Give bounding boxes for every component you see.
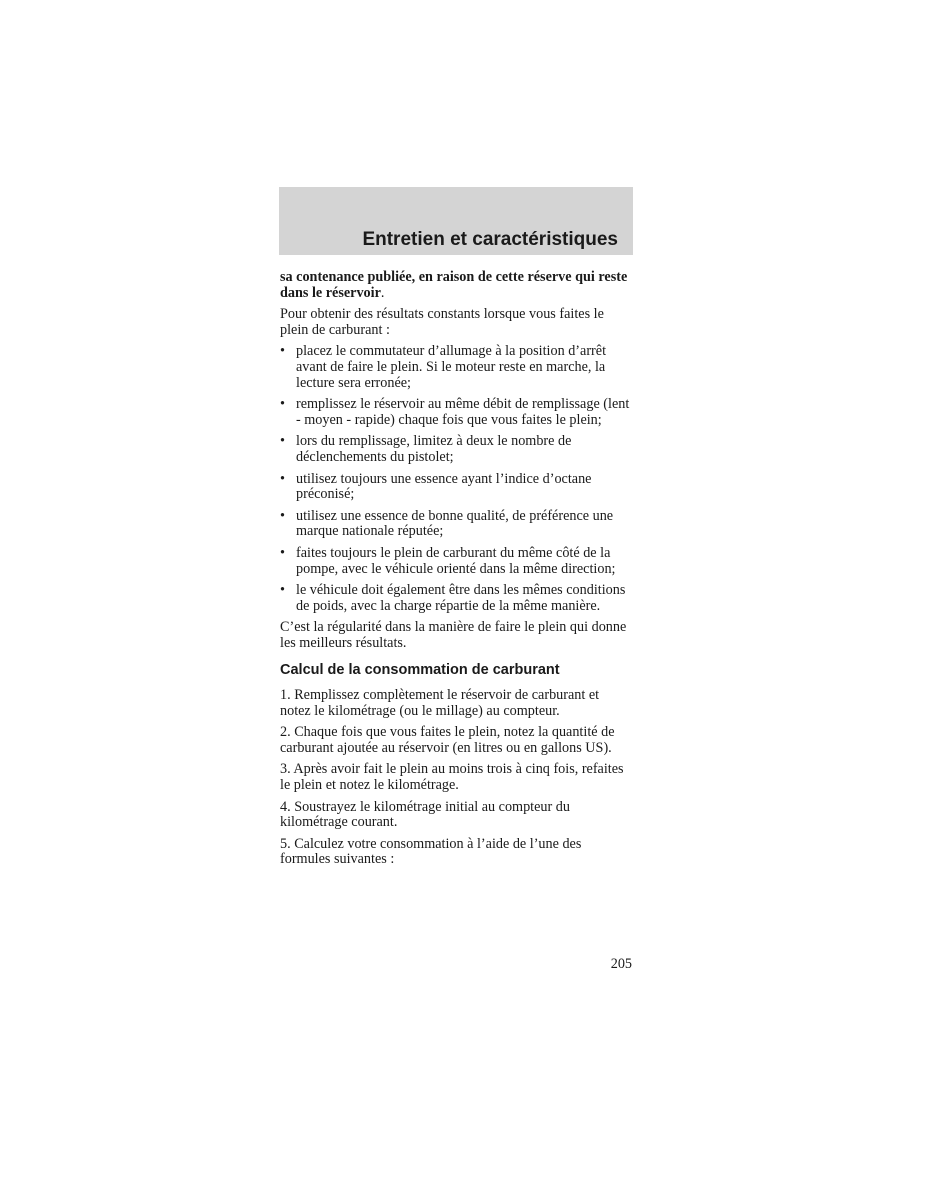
list-item: [280, 344, 632, 391]
list-item-text: utilisez toujours une essence ayant l’indice d’octane préconisé;: [296, 470, 592, 503]
step-paragraph: 2. Chaque fois que vous faites le plein, notez la quantité de carburant ajoutée au réservoir (en litres ou en gallons US).: [280, 724, 615, 756]
list-item: [280, 583, 632, 614]
bullet-list: [280, 344, 632, 614]
page-title: Entretien et caractéristiques: [362, 229, 618, 250]
list-item: [280, 546, 632, 577]
list-item-text: remplissez le réservoir au même débit de remplissage (lent - moyen - rapide) chaque fois que vous faites le plein;: [296, 396, 630, 428]
intro-bold-text: sa contenance publiée, en raison de cette réserve qui reste dans le réservoir: [280, 269, 628, 301]
list-item-text: lors du remplissage, limitez à deux le nombre de déclenchements du pistolet;: [296, 433, 572, 465]
bullet-icon: •: [280, 343, 285, 360]
bullet-icon: •: [280, 582, 285, 599]
lead-paragraph: Pour obtenir des résultats constants lorsque vous faites le plein de carburant :: [280, 306, 604, 338]
step-paragraph: 1. Remplissez complètement le réservoir de carburant et notez le kilométrage (ou le millage) au compteur.: [280, 687, 600, 719]
list-item-text: le véhicule doit également être dans les mêmes conditions de poids, avec la charge répartie de la même manière.: [296, 582, 626, 614]
bullet-icon: •: [280, 470, 285, 487]
bullet-icon: •: [280, 507, 285, 524]
intro-paragraph: [280, 270, 632, 301]
step-paragraph: 3. Après avoir fait le plein au moins trois à cinq fois, refaites le plein et notez le kilométrage.: [280, 761, 624, 794]
header-band: [279, 187, 633, 255]
bullet-icon: •: [280, 544, 285, 561]
bullet-icon: •: [280, 396, 285, 413]
step-paragraph: 4. Soustrayez le kilométrage initial au compteur du kilométrage courant.: [280, 798, 570, 831]
list-item: [280, 397, 632, 428]
conclusion-paragraph: C’est la régularité dans la manière de faire le plein qui donne les meilleurs résultats.: [280, 619, 627, 651]
list-item: [280, 434, 632, 465]
list-item: [280, 509, 632, 540]
section-heading: Calcul de la consommation de carburant: [280, 662, 560, 679]
step-paragraph: 5. Calculez votre consommation à l’aide de l’une des formules suivantes :: [280, 835, 582, 868]
intro-bold-end: .: [380, 284, 385, 301]
list-item-text: placez le commutateur d’allumage à la position d’arrêt avant de faire le plein. Si le moteur reste en marche, la lecture sera erronée;: [296, 343, 607, 391]
page-number: 205: [610, 956, 632, 972]
list-item: [280, 472, 632, 503]
page-content: [280, 270, 632, 874]
list-item-text: utilisez une essence de bonne qualité, de préférence une marque nationale réputée;: [296, 507, 614, 540]
list-item-text: faites toujours le plein de carburant du même côté de la pompe, avec le véhicule orienté dans la même direction;: [296, 544, 616, 577]
bullet-icon: •: [280, 433, 285, 450]
